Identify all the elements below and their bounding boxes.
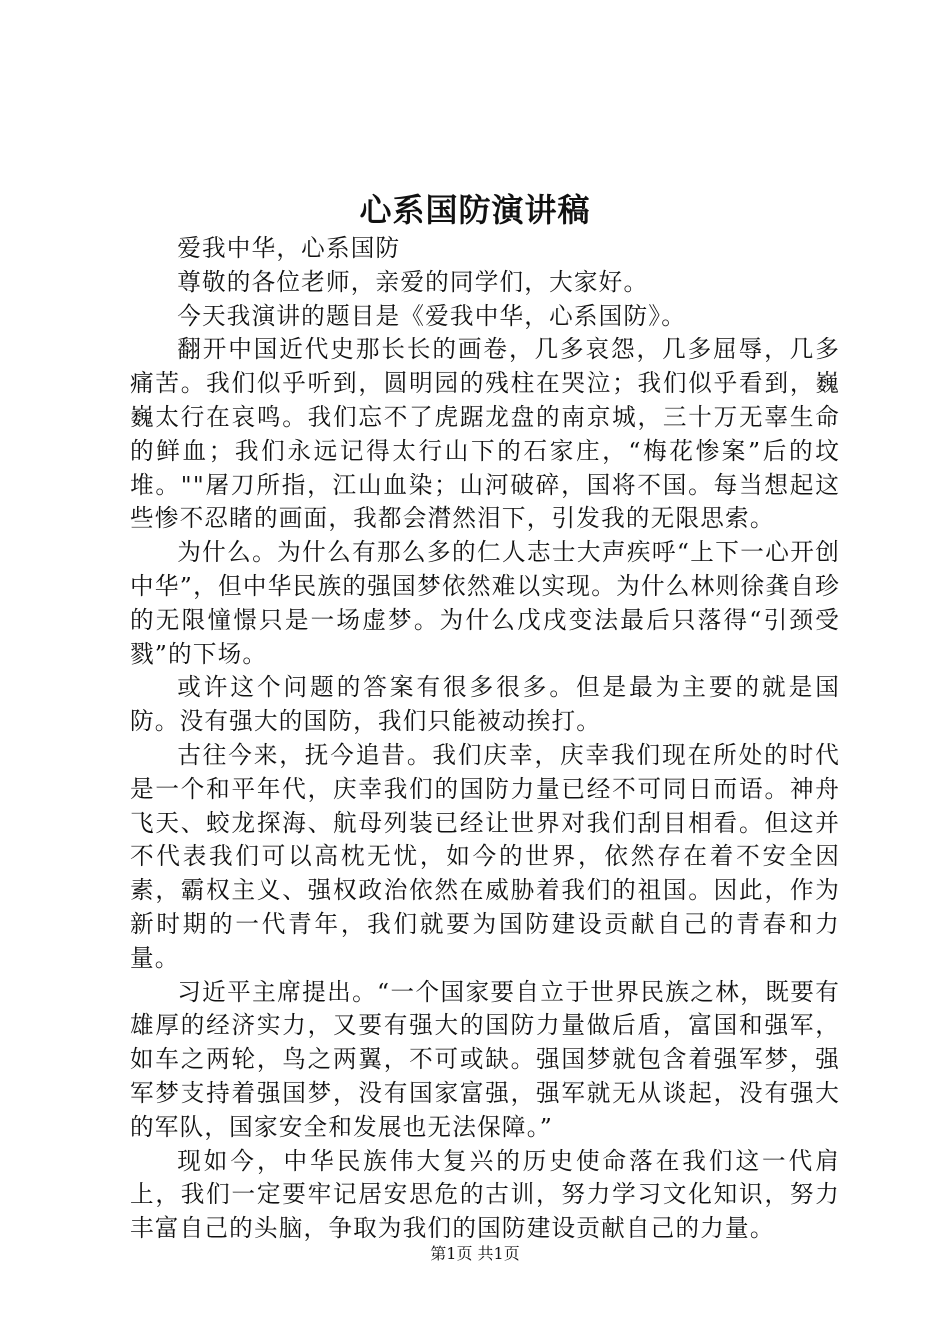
paragraph-why: 为什么。为什么有那么多的仁人志士大声疾呼“上下一心开创中华”，但中华民族的强国梦依然难以实现。为什么林则徐龚自珍的无限憧憬只是一场虚梦。为什么戊戌变法最后只落得“引颈受戮”的下场。 — [130, 538, 840, 668]
paragraph-greeting: 尊敬的各位老师，亲爱的同学们，大家好。 — [177, 267, 649, 296]
page-footer: 第1页 共1页 — [430, 1244, 520, 1263]
paragraph-heading: 爱我中华，心系国防 — [177, 234, 401, 262]
paragraph-quote: 习近平主席提出。“一个国家要自立于世界民族之林，既要有雄厚的经济实力，又要有强大的国防力量做后盾，富国和强军，如车之两轮，鸟之两翼，不可或缺。强国梦就包含着强军梦，强军梦支持着强国梦，没有国家富强，强军就无从谈起，没有强大的军队，国家安全和发展也无法保障。” — [130, 977, 840, 1141]
paragraph-conclusion: 现如今，中华民族伟大复兴的历史使命落在我们这一代肩上，我们一定要牢记居安思危的古训，努力学习文化知识，努力丰富自己的头脑，争取为我们的国防建设贡献自己的力量。 — [130, 1146, 840, 1243]
paragraph-history: 翻开中国近代史那长长的画卷，几多哀怨，几多屈辱，几多痛苦。我们似乎听到，圆明园的残柱在哭泣；我们似乎看到，巍巍太行在哀鸣。我们忘不了虎踞龙盘的南京城，三十万无辜生命的鲜血；我们永远记得太行山下的石家庄，“梅花惨案”后的坟堆。""屠刀所指，江山血染；山河破碎，国将不国。每当想起这些惨不忍睹的画面，我都会潸然泪下，引发我的无限思索。 — [130, 335, 840, 533]
paragraph-present: 古往今来，抚今追昔。我们庆幸，庆幸我们现在所处的时代是一个和平年代，庆幸我们的国防力量已经不可同日而语。神舟飞天、蛟龙探海、航母列装已经让世界对我们刮目相看。但这并不代表我们可以高枕无忧，如今的世界，依然存在着不安全因素，霸权主义、强权政治依然在威胁着我们的祖国。因此，作为新时期的一代青年，我们就要为国防建设贡献自己的青春和力量。 — [130, 740, 840, 972]
document-body — [130, 232, 840, 1246]
paragraph-answer: 或许这个问题的答案有很多很多。但是最为主要的就是国防。没有强大的国防，我们只能被动挨打。 — [130, 673, 840, 736]
document-title: 心系国防演讲稿 — [359, 191, 591, 229]
paragraph-topic: 今天我演讲的题目是《爱我中华，心系国防》。 — [177, 301, 687, 330]
